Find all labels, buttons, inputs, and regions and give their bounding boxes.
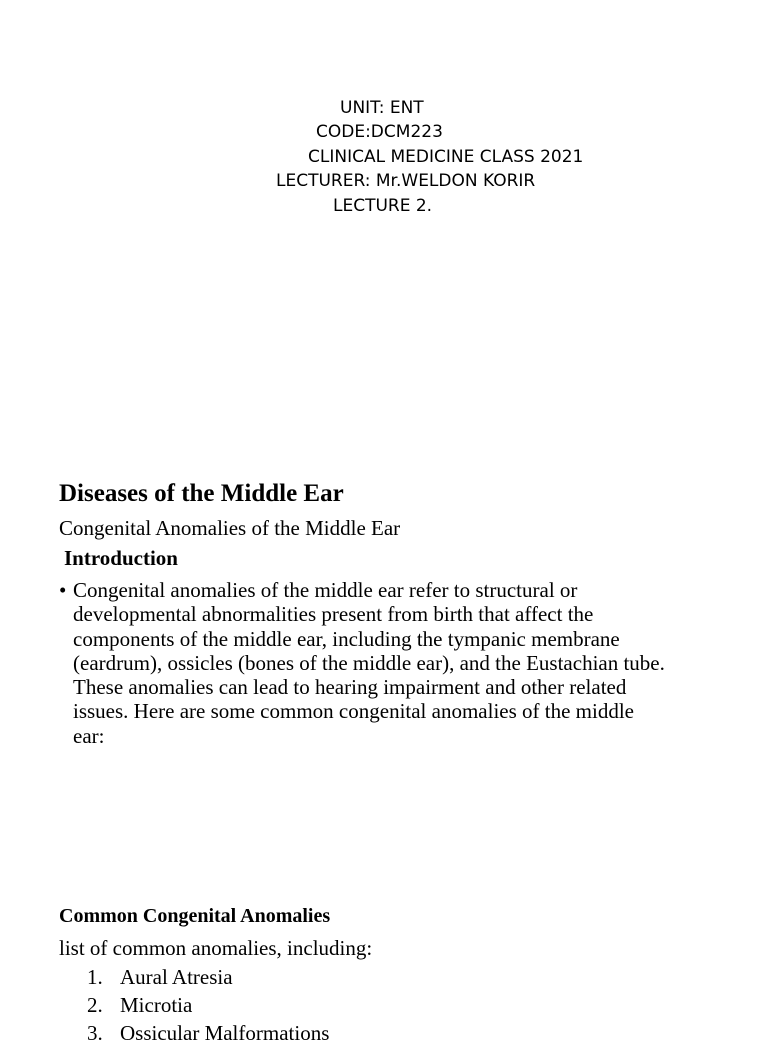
list-item-number: 1.	[87, 965, 103, 989]
bullet-icon: •	[59, 578, 67, 602]
list-item	[87, 991, 192, 1019]
lecture-number-line: LECTURE 2.	[333, 196, 433, 216]
list-item-number: 3.	[87, 1021, 103, 1045]
class-line: CLINICAL MEDICINE CLASS 2021	[308, 147, 584, 167]
list-item-label: Aural Atresia	[120, 965, 233, 989]
list-item-label: Microtia	[120, 993, 193, 1017]
list-item-label: Ossicular Malformations	[120, 1021, 330, 1045]
lecturer-line: LECTURER: Mr.WELDON KORIR	[276, 171, 536, 191]
code-line: CODE:DCM223	[316, 122, 443, 142]
intro-paragraph: Congenital anomalies of the middle ear refer to structural or developmental abnormalities present from birth that affect the components of the middle ear, including the tympanic membrane (eardrum), ossicles (bones of the middle ear), and the Eustachian tube. These anomalies can lead to hearing impairment and other related issues. Here are some common congenital anomalies of the middle ear:	[73, 578, 665, 748]
intro-heading: Introduction	[64, 546, 178, 570]
page-subtitle: Congenital Anomalies of the Middle Ear	[59, 516, 401, 540]
list-item	[87, 1019, 329, 1047]
section-heading: Common Congenital Anomalies	[59, 905, 331, 927]
list-item	[87, 963, 233, 991]
unit-line: UNIT: ENT	[340, 98, 424, 118]
page-title: Diseases of the Middle Ear	[59, 480, 344, 507]
intro-bullet	[59, 578, 749, 748]
list-item-number: 2.	[87, 993, 103, 1017]
list-lead: list of common anomalies, including:	[59, 936, 373, 960]
